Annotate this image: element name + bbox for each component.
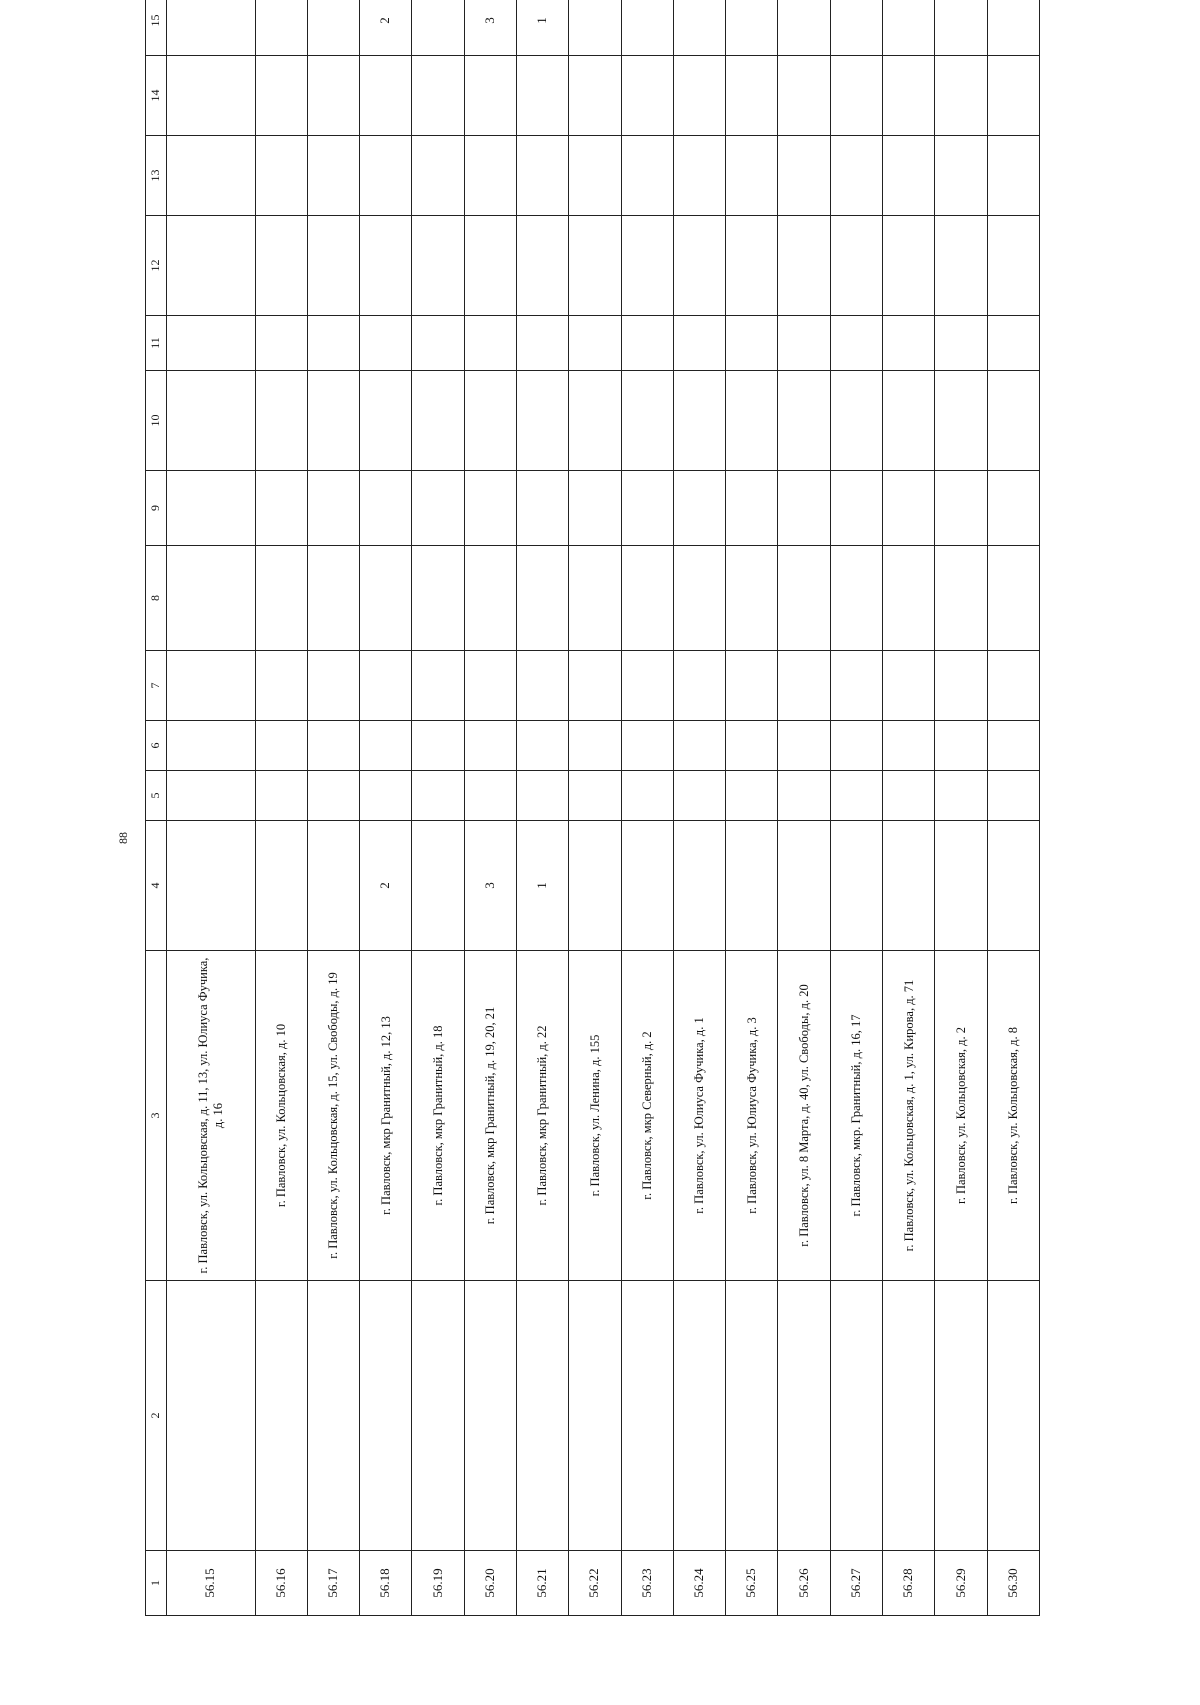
empty-cell xyxy=(167,1281,256,1551)
data-table xyxy=(145,0,1040,1616)
count-cell-15 xyxy=(935,0,987,56)
row-number: 56.24 xyxy=(673,1551,725,1616)
count-cell-15 xyxy=(167,0,256,56)
empty-cell xyxy=(412,316,464,371)
empty-cell xyxy=(464,136,516,216)
empty-cell xyxy=(167,316,256,371)
empty-cell xyxy=(412,771,464,821)
address-cell: г. Павловск, мкр Северный, д. 2 xyxy=(621,951,673,1281)
table-row xyxy=(255,0,307,1616)
empty-cell xyxy=(464,721,516,771)
page-number: 88 xyxy=(116,832,130,844)
count-cell xyxy=(830,821,882,951)
empty-cell xyxy=(883,771,935,821)
empty-cell xyxy=(255,371,307,471)
empty-cell xyxy=(360,721,412,771)
empty-cell xyxy=(307,1281,359,1551)
empty-cell xyxy=(935,371,987,471)
empty-cell xyxy=(255,216,307,316)
empty-cell xyxy=(412,721,464,771)
column-number-6: 6 xyxy=(146,721,167,771)
count-cell xyxy=(307,821,359,951)
row-number: 56.17 xyxy=(307,1551,359,1616)
row-number: 56.28 xyxy=(883,1551,935,1616)
empty-cell xyxy=(255,721,307,771)
empty-cell xyxy=(830,721,882,771)
empty-cell xyxy=(569,136,621,216)
empty-cell xyxy=(673,56,725,136)
empty-cell xyxy=(673,136,725,216)
empty-cell xyxy=(569,771,621,821)
empty-cell xyxy=(778,371,830,471)
table-row xyxy=(307,0,359,1616)
address-cell: г. Павловск, ул. Кольцовская, д. 10 xyxy=(255,951,307,1281)
empty-cell xyxy=(569,371,621,471)
empty-cell xyxy=(517,771,569,821)
empty-cell xyxy=(517,546,569,651)
empty-cell xyxy=(726,1281,778,1551)
empty-cell xyxy=(464,546,516,651)
empty-cell xyxy=(569,216,621,316)
count-cell-15 xyxy=(621,0,673,56)
empty-cell xyxy=(883,721,935,771)
column-number-12: 12 xyxy=(146,216,167,316)
empty-cell xyxy=(830,216,882,316)
empty-cell xyxy=(883,56,935,136)
count-cell xyxy=(569,821,621,951)
column-number-13: 13 xyxy=(146,136,167,216)
empty-cell xyxy=(569,56,621,136)
empty-cell xyxy=(360,546,412,651)
address-cell: г. Павловск, мкр Гранитный, д. 19, 20, 21 xyxy=(464,951,516,1281)
empty-cell xyxy=(987,1281,1039,1551)
address-cell: г. Павловск, мкр Гранитный, д. 18 xyxy=(412,951,464,1281)
empty-cell xyxy=(464,1281,516,1551)
count-cell-15 xyxy=(673,0,725,56)
empty-cell xyxy=(987,136,1039,216)
address-cell: г. Павловск, ул. Кольцовская, д. 8 xyxy=(987,951,1039,1281)
row-number: 56.19 xyxy=(412,1551,464,1616)
empty-cell xyxy=(935,771,987,821)
empty-cell xyxy=(987,316,1039,371)
count-cell: 3 xyxy=(464,821,516,951)
empty-cell xyxy=(987,216,1039,316)
empty-cell xyxy=(883,371,935,471)
empty-cell xyxy=(360,651,412,721)
empty-cell xyxy=(621,136,673,216)
empty-cell xyxy=(167,721,256,771)
empty-cell xyxy=(883,546,935,651)
empty-cell xyxy=(255,56,307,136)
empty-cell xyxy=(830,651,882,721)
empty-cell xyxy=(778,721,830,771)
empty-cell xyxy=(987,471,1039,546)
empty-cell xyxy=(673,721,725,771)
empty-cell xyxy=(360,316,412,371)
empty-cell xyxy=(726,546,778,651)
empty-cell xyxy=(569,651,621,721)
empty-cell xyxy=(621,216,673,316)
row-number: 56.20 xyxy=(464,1551,516,1616)
empty-cell xyxy=(412,1281,464,1551)
count-cell xyxy=(883,821,935,951)
column-number-4: 4 xyxy=(146,821,167,951)
empty-cell xyxy=(673,371,725,471)
empty-cell xyxy=(726,316,778,371)
empty-cell xyxy=(167,136,256,216)
row-number: 56.22 xyxy=(569,1551,621,1616)
empty-cell xyxy=(987,651,1039,721)
column-number-7: 7 xyxy=(146,651,167,721)
address-cell: г. Павловск, ул. Кольцовская, д. 1, ул. Кирова, д. 71 xyxy=(883,951,935,1281)
empty-cell xyxy=(830,316,882,371)
empty-cell xyxy=(307,651,359,721)
empty-cell xyxy=(621,471,673,546)
empty-cell xyxy=(673,316,725,371)
empty-cell xyxy=(778,56,830,136)
row-number: 56.21 xyxy=(517,1551,569,1616)
empty-cell xyxy=(883,1281,935,1551)
empty-cell xyxy=(517,721,569,771)
empty-cell xyxy=(987,771,1039,821)
empty-cell xyxy=(673,546,725,651)
count-cell-15 xyxy=(255,0,307,56)
row-number: 56.25 xyxy=(726,1551,778,1616)
empty-cell xyxy=(830,471,882,546)
empty-cell xyxy=(830,136,882,216)
empty-cell xyxy=(830,371,882,471)
empty-cell xyxy=(987,371,1039,471)
empty-cell xyxy=(935,651,987,721)
empty-cell xyxy=(569,721,621,771)
empty-cell xyxy=(883,316,935,371)
empty-cell xyxy=(464,471,516,546)
empty-cell xyxy=(307,721,359,771)
column-number-5: 5 xyxy=(146,771,167,821)
count-cell-15 xyxy=(883,0,935,56)
row-number: 56.26 xyxy=(778,1551,830,1616)
address-cell: г. Павловск, мкр Гранитный, д. 22 xyxy=(517,951,569,1281)
empty-cell xyxy=(360,216,412,316)
empty-cell xyxy=(569,471,621,546)
count-cell xyxy=(167,821,256,951)
empty-cell xyxy=(621,316,673,371)
table-row xyxy=(726,0,778,1616)
empty-cell xyxy=(307,371,359,471)
empty-cell xyxy=(778,136,830,216)
empty-cell xyxy=(167,546,256,651)
count-cell xyxy=(987,821,1039,951)
count-cell-15 xyxy=(987,0,1039,56)
count-cell-15 xyxy=(569,0,621,56)
empty-cell xyxy=(673,651,725,721)
empty-cell xyxy=(255,546,307,651)
empty-cell xyxy=(167,56,256,136)
address-cell: г. Павловск, ул. Кольцовская, д. 15, ул. Свободы, д. 19 xyxy=(307,951,359,1281)
column-number-3: 3 xyxy=(146,951,167,1281)
table-row xyxy=(517,0,569,1616)
empty-cell xyxy=(412,471,464,546)
empty-cell xyxy=(412,216,464,316)
empty-cell xyxy=(464,316,516,371)
empty-cell xyxy=(360,471,412,546)
empty-cell xyxy=(255,771,307,821)
row-number: 56.30 xyxy=(987,1551,1039,1616)
empty-cell xyxy=(883,216,935,316)
empty-cell xyxy=(307,471,359,546)
empty-cell xyxy=(621,1281,673,1551)
table-row xyxy=(935,0,987,1616)
table-row xyxy=(621,0,673,1616)
empty-cell xyxy=(255,651,307,721)
count-cell xyxy=(778,821,830,951)
row-number: 56.27 xyxy=(830,1551,882,1616)
empty-cell xyxy=(307,136,359,216)
row-number: 56.15 xyxy=(167,1551,256,1616)
empty-cell xyxy=(830,1281,882,1551)
empty-cell xyxy=(935,216,987,316)
empty-cell xyxy=(569,1281,621,1551)
empty-cell xyxy=(167,371,256,471)
empty-cell xyxy=(883,651,935,721)
count-cell-15: 3 xyxy=(464,0,516,56)
empty-cell xyxy=(726,651,778,721)
empty-cell xyxy=(167,771,256,821)
empty-cell xyxy=(167,471,256,546)
empty-cell xyxy=(464,371,516,471)
empty-cell xyxy=(517,316,569,371)
empty-cell xyxy=(726,56,778,136)
empty-cell xyxy=(412,136,464,216)
empty-cell xyxy=(726,771,778,821)
count-cell-15 xyxy=(307,0,359,56)
count-cell-15: 2 xyxy=(360,0,412,56)
table-row xyxy=(569,0,621,1616)
empty-cell xyxy=(778,651,830,721)
row-number: 56.18 xyxy=(360,1551,412,1616)
table-row xyxy=(360,0,412,1616)
column-number-11: 11 xyxy=(146,316,167,371)
table-row xyxy=(883,0,935,1616)
empty-cell xyxy=(464,651,516,721)
header-row xyxy=(146,0,167,1616)
address-cell: г. Павловск, ул. Кольцовская, д. 11, 13, ул. Юлиуса Фучика, д. 16 xyxy=(167,951,256,1281)
count-cell: 1 xyxy=(517,821,569,951)
empty-cell xyxy=(517,56,569,136)
empty-cell xyxy=(935,136,987,216)
empty-cell xyxy=(883,471,935,546)
empty-cell xyxy=(621,651,673,721)
empty-cell xyxy=(935,316,987,371)
empty-cell xyxy=(464,56,516,136)
empty-cell xyxy=(517,651,569,721)
empty-cell xyxy=(307,316,359,371)
address-cell: г. Павловск, ул. Ленина, д. 155 xyxy=(569,951,621,1281)
empty-cell xyxy=(569,316,621,371)
empty-cell xyxy=(935,1281,987,1551)
table-row xyxy=(987,0,1039,1616)
empty-cell xyxy=(726,471,778,546)
table-row xyxy=(167,0,256,1616)
address-cell: г. Павловск, ул. Кольцовская, д. 2 xyxy=(935,951,987,1281)
empty-cell xyxy=(987,721,1039,771)
empty-cell xyxy=(778,216,830,316)
empty-cell xyxy=(778,316,830,371)
empty-cell xyxy=(726,136,778,216)
empty-cell xyxy=(673,771,725,821)
empty-cell xyxy=(778,546,830,651)
table-row xyxy=(412,0,464,1616)
count-cell xyxy=(621,821,673,951)
empty-cell xyxy=(307,546,359,651)
empty-cell xyxy=(412,651,464,721)
row-number: 56.16 xyxy=(255,1551,307,1616)
empty-cell xyxy=(255,471,307,546)
empty-cell xyxy=(621,721,673,771)
column-number-10: 10 xyxy=(146,371,167,471)
count-cell xyxy=(935,821,987,951)
address-cell: г. Павловск, ул. Юлиуса Фучика, д. 1 xyxy=(673,951,725,1281)
column-number-9: 9 xyxy=(146,471,167,546)
count-cell-15 xyxy=(778,0,830,56)
empty-cell xyxy=(830,56,882,136)
count-cell xyxy=(255,821,307,951)
empty-cell xyxy=(517,371,569,471)
empty-cell xyxy=(987,56,1039,136)
empty-cell xyxy=(621,56,673,136)
empty-cell xyxy=(255,316,307,371)
empty-cell xyxy=(360,136,412,216)
count-cell-15: 1 xyxy=(517,0,569,56)
address-cell: г. Павловск, ул. 8 Марта, д. 40, ул. Свободы, д. 20 xyxy=(778,951,830,1281)
table-row xyxy=(778,0,830,1616)
empty-cell xyxy=(621,546,673,651)
empty-cell xyxy=(673,216,725,316)
empty-cell xyxy=(935,546,987,651)
empty-cell xyxy=(464,216,516,316)
empty-cell xyxy=(830,771,882,821)
empty-cell xyxy=(883,136,935,216)
empty-cell xyxy=(255,1281,307,1551)
address-cell: г. Павловск, мкр. Гранитный, д. 16, 17 xyxy=(830,951,882,1281)
empty-cell xyxy=(830,546,882,651)
count-cell: 2 xyxy=(360,821,412,951)
row-number: 56.23 xyxy=(621,1551,673,1616)
column-number-15: 15 xyxy=(146,0,167,56)
empty-cell xyxy=(935,721,987,771)
empty-cell xyxy=(726,721,778,771)
empty-cell xyxy=(726,216,778,316)
empty-cell xyxy=(569,546,621,651)
empty-cell xyxy=(778,1281,830,1551)
empty-cell xyxy=(673,471,725,546)
column-number-8: 8 xyxy=(146,546,167,651)
empty-cell xyxy=(935,56,987,136)
empty-cell xyxy=(412,56,464,136)
empty-cell xyxy=(307,771,359,821)
empty-cell xyxy=(673,1281,725,1551)
empty-cell xyxy=(307,216,359,316)
address-cell: г. Павловск, мкр Гранитный, д. 12, 13 xyxy=(360,951,412,1281)
empty-cell xyxy=(778,771,830,821)
column-number-14: 14 xyxy=(146,56,167,136)
empty-cell xyxy=(621,371,673,471)
count-cell-15 xyxy=(830,0,882,56)
empty-cell xyxy=(517,216,569,316)
column-number-1: 1 xyxy=(146,1551,167,1616)
table-row xyxy=(464,0,516,1616)
empty-cell xyxy=(464,771,516,821)
empty-cell xyxy=(360,1281,412,1551)
count-cell-15 xyxy=(726,0,778,56)
table-row xyxy=(830,0,882,1616)
column-number-2: 2 xyxy=(146,1281,167,1551)
empty-cell xyxy=(621,771,673,821)
empty-cell xyxy=(935,471,987,546)
empty-cell xyxy=(307,56,359,136)
count-cell-15 xyxy=(412,0,464,56)
empty-cell xyxy=(167,216,256,316)
empty-cell xyxy=(167,651,256,721)
empty-cell xyxy=(778,471,830,546)
empty-cell xyxy=(517,1281,569,1551)
empty-cell xyxy=(360,371,412,471)
empty-cell xyxy=(412,546,464,651)
empty-cell xyxy=(360,56,412,136)
count-cell xyxy=(726,821,778,951)
table-rotated-container xyxy=(145,14,1040,1616)
empty-cell xyxy=(412,371,464,471)
empty-cell xyxy=(987,546,1039,651)
row-number: 56.29 xyxy=(935,1551,987,1616)
empty-cell xyxy=(360,771,412,821)
empty-cell xyxy=(517,136,569,216)
empty-cell xyxy=(517,471,569,546)
count-cell xyxy=(412,821,464,951)
address-cell: г. Павловск, ул. Юлиуса Фучика, д. 3 xyxy=(726,951,778,1281)
table-row xyxy=(673,0,725,1616)
count-cell xyxy=(673,821,725,951)
empty-cell xyxy=(726,371,778,471)
empty-cell xyxy=(255,136,307,216)
